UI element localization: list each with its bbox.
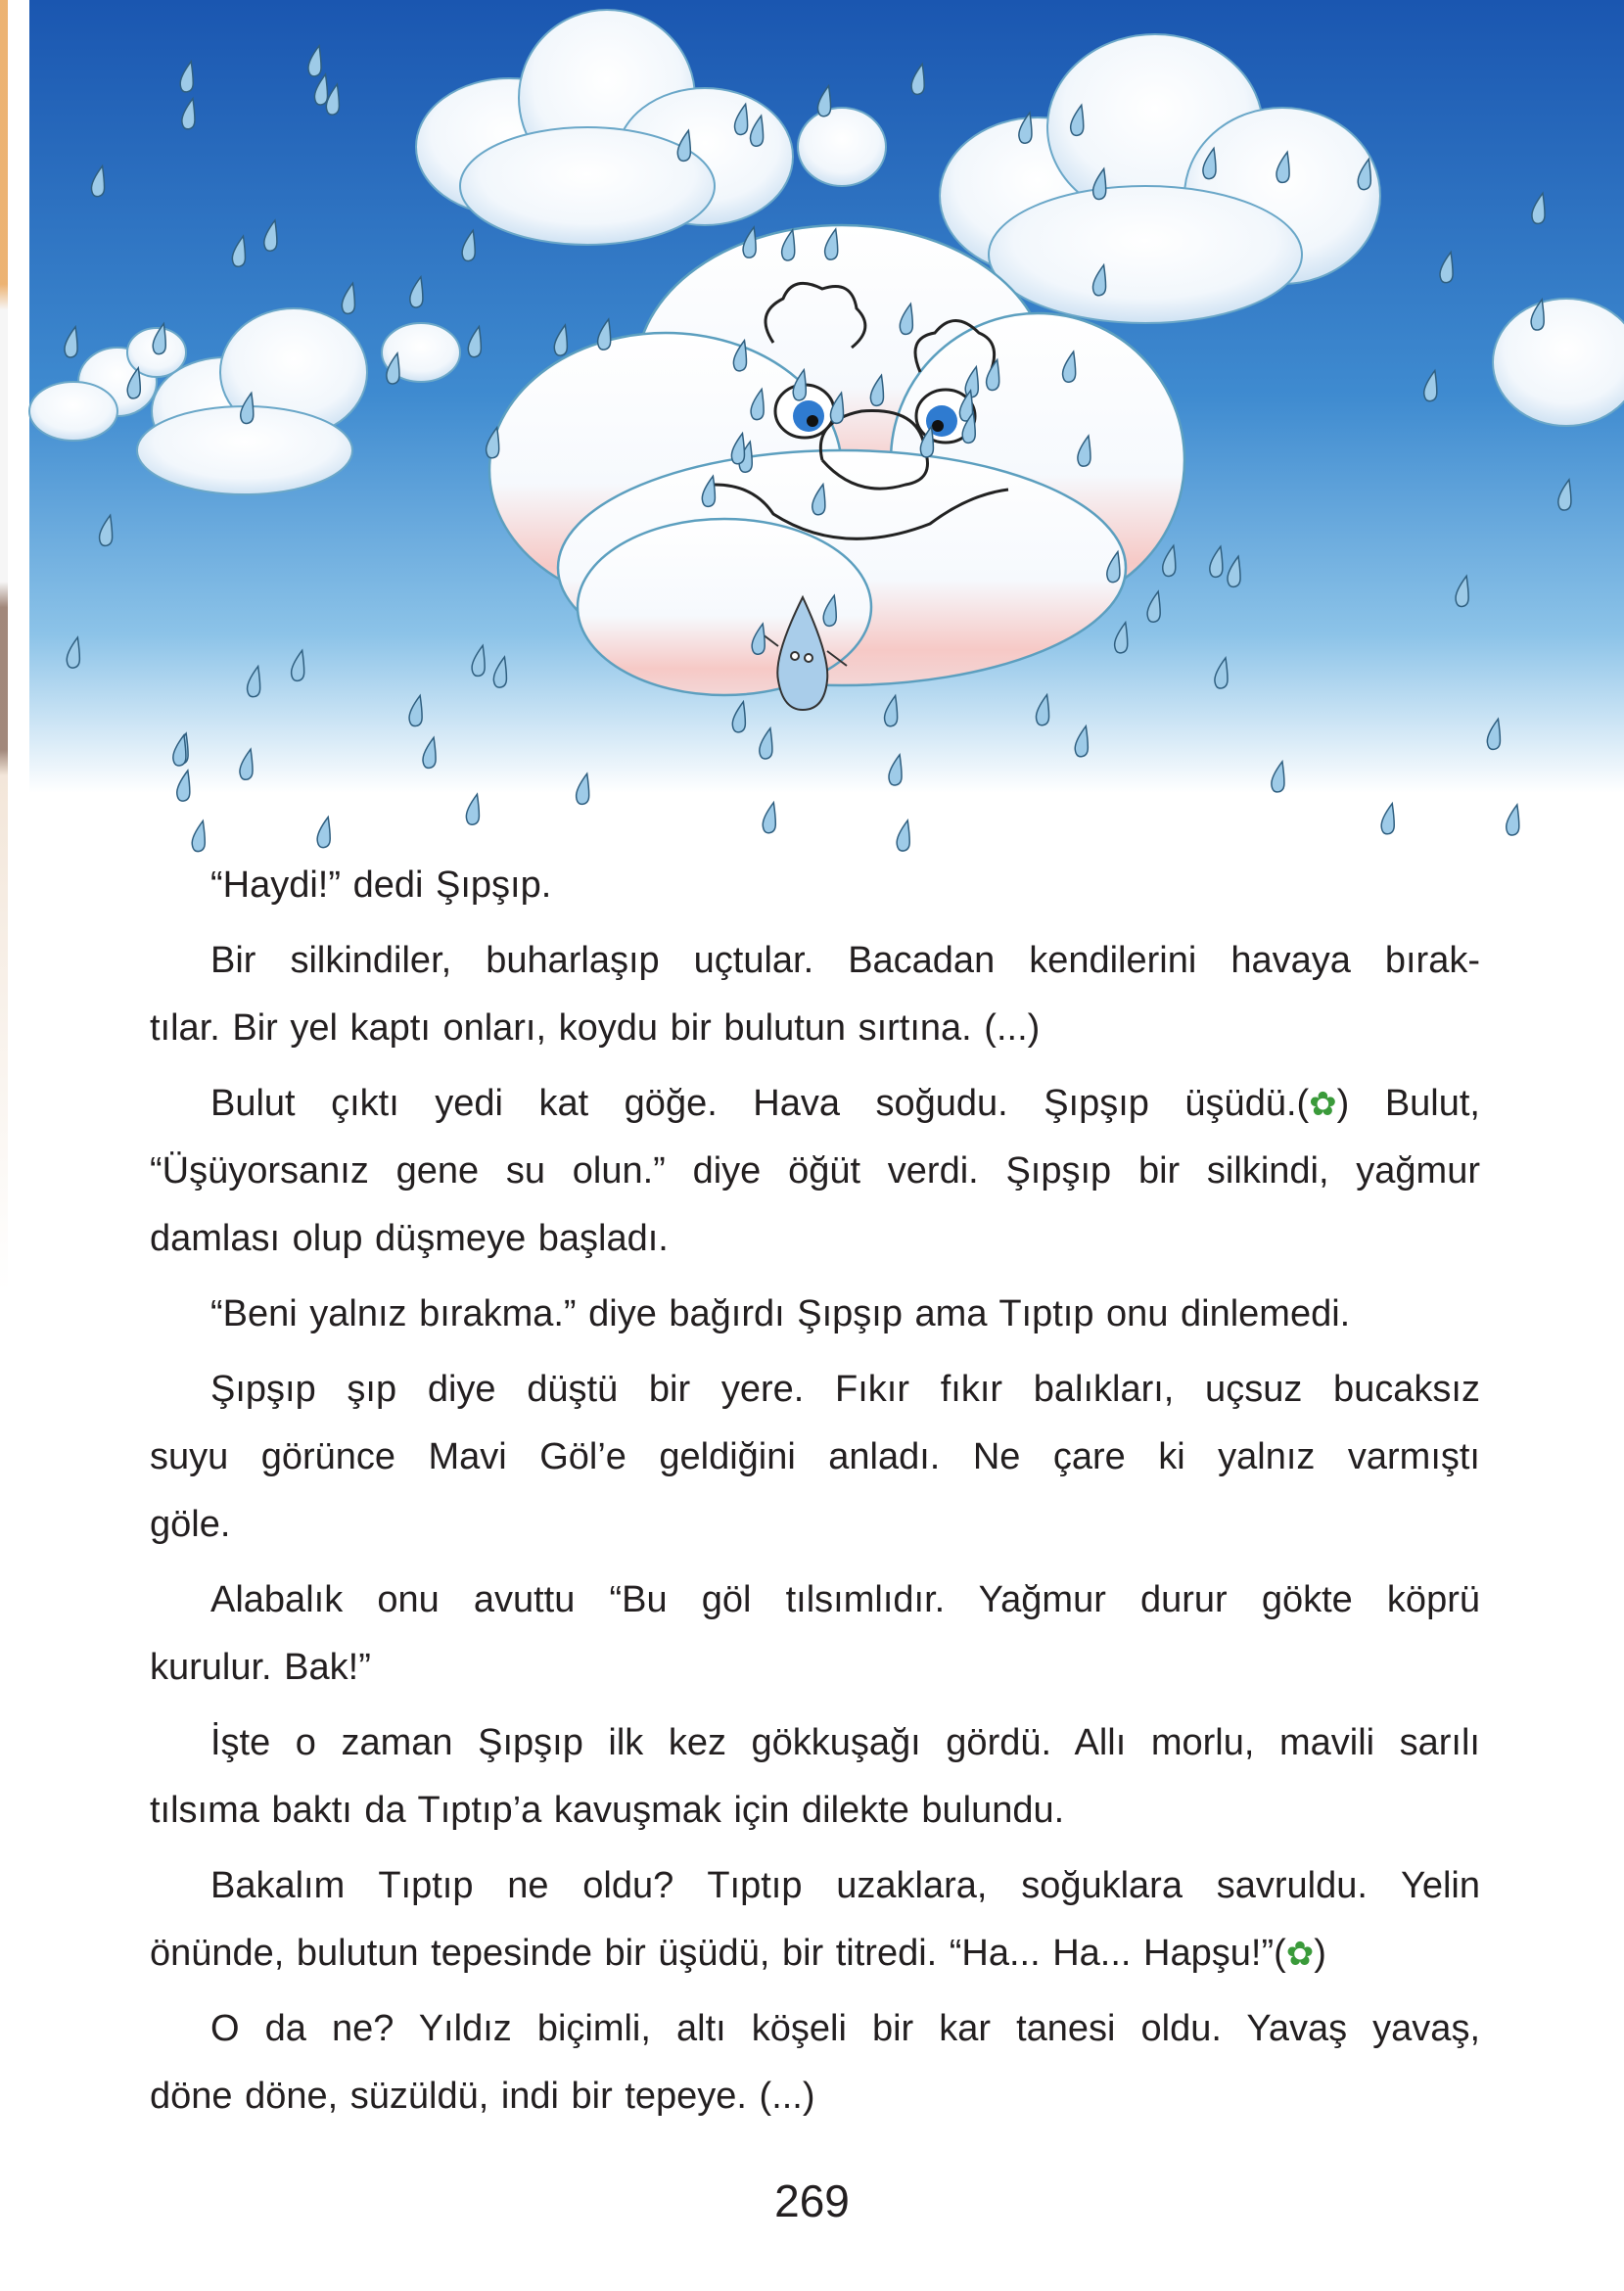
text-line: Bakalım Tıptıp ne oldu? Tıptıp uzaklara, soğuklara savruldu. Yelin bbox=[210, 1865, 1480, 1906]
text-segment: önünde, bulutun tepesinde bir üşüdü, bir titredi. “Ha... Ha... Hapşu!”( bbox=[150, 1933, 1286, 1974]
text-line: suyu görünce Mavi Göl’e geldiğini anladı. Ne çare ki yalnız varmıştı bbox=[150, 1436, 1480, 1477]
paragraph bbox=[150, 852, 1480, 919]
text-segment: Bulut çıktı yedi kat göğe. Hava soğudu. Şıpşıp üşüdü.( bbox=[210, 1083, 1310, 1124]
paragraph bbox=[150, 1281, 1480, 1348]
text-line: tılar. Bir yel kaptı onları, koydu bir bulutun sırtına. (...) bbox=[150, 1007, 1041, 1049]
cloud-top-small bbox=[798, 108, 886, 186]
text-line: İşte o zaman Şıpşıp ilk kez gökkuşağı gördü. Allı morlu, mavili sarılı bbox=[210, 1722, 1480, 1763]
rain-cloud-illustration bbox=[0, 0, 1624, 881]
text-line bbox=[150, 1920, 1480, 1987]
text-line: Alabalık onu avuttu “Bu göl tılsımlıdır. Yağmur durur gökte köprü bbox=[210, 1579, 1480, 1620]
story-text bbox=[150, 852, 1480, 2130]
paragraph bbox=[150, 927, 1480, 1062]
text-line: göle. bbox=[150, 1504, 231, 1545]
flower-icon: ✿ bbox=[1285, 1936, 1315, 1973]
text-line: “Haydi!” dedi Şıpşıp. bbox=[210, 865, 552, 906]
text-line bbox=[150, 1070, 1480, 1138]
text-line: kurulur. Bak!” bbox=[150, 1647, 371, 1688]
paragraph bbox=[150, 1995, 1480, 2130]
page-number: 269 bbox=[774, 2175, 850, 2226]
text-line: Bir silkindiler, buharlaşıp uçtular. Bacadan kendilerini havaya bırak- bbox=[210, 940, 1480, 981]
flower-icon: ✿ bbox=[1309, 1086, 1337, 1123]
paragraph bbox=[150, 1852, 1480, 1987]
paragraph bbox=[150, 1070, 1480, 1273]
text-line: tılsıma baktı da Tıptıp’a kavuşmak için dilekte bulundu. bbox=[150, 1790, 1065, 1831]
text-line: Şıpşıp şıp diye düştü bir yere. Fıkır fıkır balıkları, uçsuz bucaksız bbox=[210, 1369, 1480, 1410]
paragraph bbox=[150, 1566, 1480, 1702]
text-segment: ) Bulut, bbox=[1336, 1083, 1480, 1124]
text-line: O da ne? Yıldız biçimli, altı köşeli bir kar tanesi oldu. Yavaş yavaş, bbox=[210, 2008, 1480, 2049]
text-line: “Beni yalnız bırakma.” diye bağırdı Şıpşıp ama Tıptıp onu dinlemedi. bbox=[210, 1293, 1351, 1334]
text-line: “Üşüyorsanız gene su olun.” diye öğüt verdi. Şıpşıp bir silkindi, yağmur bbox=[150, 1150, 1480, 1192]
text-segment: ) bbox=[1314, 1933, 1326, 1974]
text-line: döne döne, süzüldü, indi bir tepeye. (...) bbox=[150, 2076, 815, 2117]
paragraph bbox=[150, 1709, 1480, 1845]
text-line: damlası olup düşmeye başladı. bbox=[150, 1218, 669, 1259]
cloud-right bbox=[1493, 299, 1624, 426]
paragraph bbox=[150, 1356, 1480, 1559]
